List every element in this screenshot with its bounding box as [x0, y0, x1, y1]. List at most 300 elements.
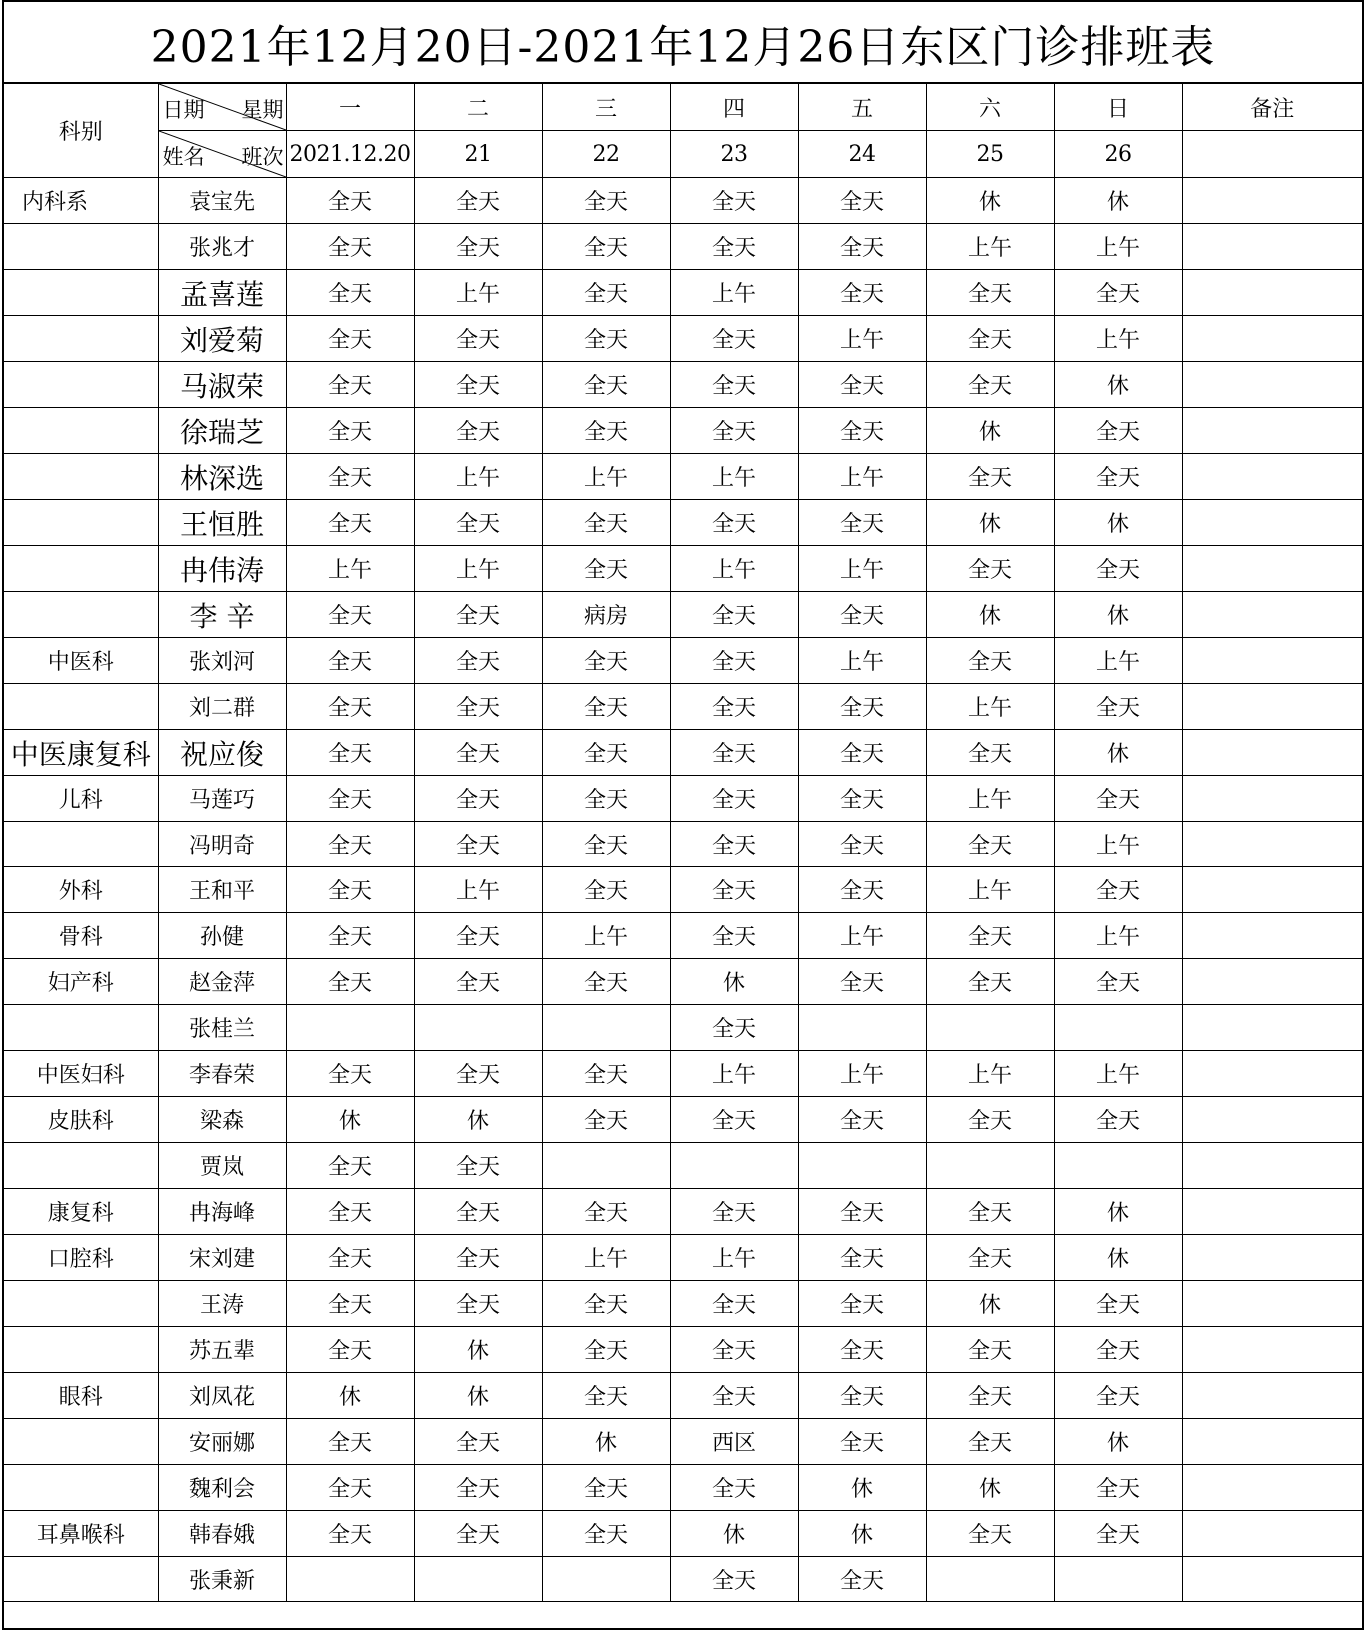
shift-cell: 休	[670, 1511, 798, 1557]
shift-cell: 上午	[286, 546, 414, 592]
shift-cell: 全天	[670, 638, 798, 684]
shift-cell: 全天	[798, 224, 926, 270]
shift-cell: 全天	[798, 270, 926, 316]
table-row	[4, 638, 1362, 684]
shift-cell: 全天	[414, 316, 542, 362]
page-title: 2021年12月20日-2021年12月26日东区门诊排班表	[4, 2, 1362, 84]
shift-cell: 全天	[670, 1327, 798, 1373]
shift-cell: 休	[1054, 730, 1182, 776]
shift-cell: 全天	[798, 1557, 926, 1602]
corner-date-label: 日期	[162, 98, 205, 122]
shift-cell: 上午	[414, 270, 542, 316]
shift-cell: 休	[286, 1097, 414, 1143]
shift-cell: 全天	[414, 500, 542, 546]
shift-cell: 上午	[1054, 1051, 1182, 1097]
shift-cell: 全天	[798, 1373, 926, 1419]
shift-cell: 全天	[798, 1281, 926, 1327]
remark-cell	[1182, 638, 1362, 684]
shift-cell: 上午	[798, 316, 926, 362]
shift-cell: 休	[926, 1281, 1054, 1327]
doctor-name-cell: 苏五辈	[158, 1327, 286, 1373]
shift-cell: 全天	[414, 224, 542, 270]
shift-cell: 全天	[286, 316, 414, 362]
date-header: 21	[414, 131, 542, 178]
shift-cell: 全天	[670, 316, 798, 362]
table-row	[4, 730, 1362, 776]
shift-cell: 全天	[926, 1419, 1054, 1465]
shift-cell: 全天	[414, 1511, 542, 1557]
shift-cell: 全天	[286, 1465, 414, 1511]
shift-cell: 全天	[798, 1419, 926, 1465]
remark-cell	[1182, 822, 1362, 867]
shift-cell: 全天	[926, 1511, 1054, 1557]
shift-cell	[414, 1005, 542, 1051]
shift-cell: 全天	[542, 959, 670, 1005]
shift-cell: 全天	[926, 270, 1054, 316]
shift-cell: 全天	[1054, 1511, 1182, 1557]
dept-cell	[4, 1465, 158, 1511]
doctor-name-cell: 王和平	[158, 867, 286, 913]
shift-cell: 全天	[670, 1189, 798, 1235]
remark-cell	[1182, 1511, 1362, 1557]
shift-cell: 上午	[1054, 638, 1182, 684]
schedule-sheet	[2, 0, 1364, 1630]
shift-cell: 全天	[670, 592, 798, 638]
dept-cell	[4, 592, 158, 638]
dept-cell	[4, 546, 158, 592]
shift-cell: 全天	[286, 1511, 414, 1557]
shift-cell: 全天	[542, 1511, 670, 1557]
shift-cell: 全天	[670, 408, 798, 454]
doctor-name-cell: 张桂兰	[158, 1005, 286, 1051]
shift-cell: 全天	[926, 959, 1054, 1005]
shift-cell: 全天	[926, 1235, 1054, 1281]
shift-cell: 全天	[798, 1327, 926, 1373]
shift-cell: 全天	[286, 913, 414, 959]
dept-cell	[4, 224, 158, 270]
shift-cell: 全天	[414, 408, 542, 454]
shift-cell: 休	[798, 1465, 926, 1511]
shift-cell: 上午	[670, 1235, 798, 1281]
shift-cell: 休	[286, 1373, 414, 1419]
doctor-name-cell: 魏利会	[158, 1465, 286, 1511]
shift-cell: 全天	[542, 316, 670, 362]
shift-cell: 全天	[286, 1143, 414, 1189]
remark-cell	[1182, 500, 1362, 546]
shift-cell: 全天	[926, 1097, 1054, 1143]
shift-cell: 全天	[798, 408, 926, 454]
dept-cell: 妇产科	[4, 959, 158, 1005]
remark-cell	[1182, 1557, 1362, 1602]
remark-cell	[1182, 776, 1362, 822]
shift-cell: 全天	[926, 1327, 1054, 1373]
shift-cell: 上午	[1054, 224, 1182, 270]
doctor-name-cell: 刘爱菊	[158, 316, 286, 362]
table-row	[4, 178, 1362, 224]
doctor-name-cell: 安丽娜	[158, 1419, 286, 1465]
shift-cell: 上午	[1054, 913, 1182, 959]
shift-cell: 全天	[542, 776, 670, 822]
doctor-name-cell: 林深选	[158, 454, 286, 500]
weekday-header: 六	[926, 84, 1054, 131]
shift-cell: 全天	[670, 1005, 798, 1051]
shift-cell: 全天	[798, 684, 926, 730]
shift-cell: 上午	[542, 1235, 670, 1281]
table-row	[4, 1327, 1362, 1373]
remark-cell	[1182, 1373, 1362, 1419]
shift-cell: 全天	[542, 638, 670, 684]
table-row	[4, 408, 1362, 454]
corner-week-label: 星期	[241, 98, 284, 122]
shift-cell	[926, 1557, 1054, 1602]
shift-cell: 全天	[414, 1281, 542, 1327]
shift-cell	[1054, 1557, 1182, 1602]
shift-cell: 全天	[670, 178, 798, 224]
table-row	[4, 776, 1362, 822]
doctor-name-cell: 宋刘建	[158, 1235, 286, 1281]
shift-cell: 上午	[670, 1051, 798, 1097]
shift-cell: 全天	[414, 592, 542, 638]
table-row	[4, 1005, 1362, 1051]
doctor-name-cell: 马淑荣	[158, 362, 286, 408]
remark-cell	[1182, 1097, 1362, 1143]
shift-cell: 休	[1054, 500, 1182, 546]
shift-cell: 全天	[286, 684, 414, 730]
table-row	[4, 1235, 1362, 1281]
dept-cell: 儿科	[4, 776, 158, 822]
dept-cell	[4, 822, 158, 867]
shift-cell: 上午	[798, 454, 926, 500]
doctor-name-cell: 刘二群	[158, 684, 286, 730]
shift-cell: 全天	[1054, 1373, 1182, 1419]
shift-cell: 全天	[926, 1189, 1054, 1235]
shift-cell: 全天	[1054, 959, 1182, 1005]
table-row	[4, 500, 1362, 546]
shift-cell: 上午	[542, 913, 670, 959]
shift-cell: 全天	[926, 316, 1054, 362]
shift-cell: 全天	[926, 454, 1054, 500]
shift-cell: 全天	[414, 959, 542, 1005]
shift-cell: 全天	[670, 500, 798, 546]
shift-cell: 全天	[670, 776, 798, 822]
shift-cell	[286, 1005, 414, 1051]
shift-cell: 上午	[1054, 316, 1182, 362]
shift-cell: 全天	[286, 178, 414, 224]
shift-cell: 上午	[926, 776, 1054, 822]
shift-cell	[670, 1143, 798, 1189]
table-row	[4, 959, 1362, 1005]
table-row	[4, 592, 1362, 638]
shift-cell: 全天	[798, 1189, 926, 1235]
shift-cell: 全天	[542, 1097, 670, 1143]
shift-cell: 上午	[414, 454, 542, 500]
dept-cell: 中医科	[4, 638, 158, 684]
shift-cell: 休	[414, 1327, 542, 1373]
dept-cell	[4, 1419, 158, 1465]
remark-cell	[1182, 1281, 1362, 1327]
shift-cell: 全天	[670, 730, 798, 776]
dept-cell	[4, 362, 158, 408]
shift-cell: 休	[1054, 1189, 1182, 1235]
shift-cell: 全天	[798, 592, 926, 638]
shift-cell: 上午	[798, 913, 926, 959]
remark-cell	[1182, 1235, 1362, 1281]
shift-cell: 全天	[286, 776, 414, 822]
dept-cell	[4, 270, 158, 316]
dept-cell: 皮肤科	[4, 1097, 158, 1143]
dept-cell: 康复科	[4, 1189, 158, 1235]
shift-cell: 全天	[1054, 270, 1182, 316]
shift-cell: 全天	[926, 730, 1054, 776]
shift-cell: 全天	[414, 1419, 542, 1465]
dept-cell: 口腔科	[4, 1235, 158, 1281]
shift-cell: 休	[414, 1097, 542, 1143]
doctor-name-cell: 王涛	[158, 1281, 286, 1327]
shift-cell: 全天	[798, 362, 926, 408]
shift-cell: 全天	[414, 913, 542, 959]
shift-cell: 全天	[286, 592, 414, 638]
remark-cell	[1182, 592, 1362, 638]
remark-cell	[1182, 1143, 1362, 1189]
shift-cell: 全天	[286, 1235, 414, 1281]
weekday-header: 日	[1054, 84, 1182, 131]
shift-cell: 全天	[286, 362, 414, 408]
shift-cell: 全天	[1054, 867, 1182, 913]
shift-cell: 全天	[670, 1097, 798, 1143]
table-row	[4, 362, 1362, 408]
table-row	[4, 1189, 1362, 1235]
shift-cell: 全天	[542, 1327, 670, 1373]
remark-cell	[1182, 270, 1362, 316]
shift-cell	[542, 1557, 670, 1602]
weekday-header: 三	[542, 84, 670, 131]
table-row	[4, 1373, 1362, 1419]
doctor-name-cell: 张兆才	[158, 224, 286, 270]
table-row	[4, 684, 1362, 730]
remark-cell	[1182, 1005, 1362, 1051]
table-row	[4, 913, 1362, 959]
shift-cell: 休	[542, 1419, 670, 1465]
shift-cell: 全天	[1054, 454, 1182, 500]
shift-cell: 全天	[670, 224, 798, 270]
shift-cell: 全天	[286, 224, 414, 270]
shift-cell: 上午	[414, 546, 542, 592]
doctor-name-cell: 徐瑞芝	[158, 408, 286, 454]
schedule-table	[4, 84, 1362, 1602]
dept-cell	[4, 316, 158, 362]
shift-cell: 全天	[286, 1281, 414, 1327]
doctor-name-cell: 李 辛	[158, 592, 286, 638]
table-row	[4, 316, 1362, 362]
doctor-name-cell: 刘凤花	[158, 1373, 286, 1419]
doctor-name-cell: 冯明奇	[158, 822, 286, 867]
shift-cell: 全天	[286, 270, 414, 316]
dept-cell	[4, 454, 158, 500]
shift-cell	[1054, 1005, 1182, 1051]
shift-cell: 全天	[542, 270, 670, 316]
table-row	[4, 822, 1362, 867]
doctor-name-cell: 张秉新	[158, 1557, 286, 1602]
date-header: 22	[542, 131, 670, 178]
dept-header: 科别	[4, 84, 158, 178]
table-row	[4, 1419, 1362, 1465]
table-row	[4, 1051, 1362, 1097]
date-header: 24	[798, 131, 926, 178]
shift-cell: 休	[670, 959, 798, 1005]
shift-cell: 全天	[926, 1373, 1054, 1419]
table-row	[4, 1465, 1362, 1511]
shift-cell: 上午	[798, 546, 926, 592]
remark-cell	[1182, 454, 1362, 500]
header-row-dates	[4, 131, 1362, 178]
doctor-name-cell: 孙健	[158, 913, 286, 959]
weekday-header: 五	[798, 84, 926, 131]
shift-cell: 全天	[286, 867, 414, 913]
table-row	[4, 1557, 1362, 1602]
remark-cell	[1182, 1465, 1362, 1511]
doctor-name-cell: 冉海峰	[158, 1189, 286, 1235]
dept-cell	[4, 500, 158, 546]
shift-cell	[798, 1143, 926, 1189]
shift-cell: 全天	[798, 730, 926, 776]
shift-cell: 全天	[286, 408, 414, 454]
date-header: 26	[1054, 131, 1182, 178]
remark-cell	[1182, 178, 1362, 224]
shift-cell: 全天	[670, 1557, 798, 1602]
table-row	[4, 546, 1362, 592]
weekday-header: 一	[286, 84, 414, 131]
remark-cell	[1182, 316, 1362, 362]
dept-cell: 中医康复科	[4, 730, 158, 776]
doctor-name-cell: 韩春娥	[158, 1511, 286, 1557]
dept-cell: 内科系	[4, 178, 158, 224]
shift-cell: 上午	[926, 1051, 1054, 1097]
doctor-name-cell: 张刘河	[158, 638, 286, 684]
table-row	[4, 454, 1362, 500]
shift-cell: 上午	[670, 546, 798, 592]
shift-cell: 上午	[414, 867, 542, 913]
corner-top	[158, 84, 286, 131]
table-row	[4, 1143, 1362, 1189]
weekday-header: 四	[670, 84, 798, 131]
shift-cell: 全天	[670, 913, 798, 959]
shift-cell: 全天	[286, 1051, 414, 1097]
shift-cell: 休	[1054, 592, 1182, 638]
shift-cell: 休	[1054, 178, 1182, 224]
remark-cell	[1182, 959, 1362, 1005]
shift-cell: 全天	[926, 546, 1054, 592]
shift-cell: 上午	[926, 684, 1054, 730]
shift-cell: 休	[926, 592, 1054, 638]
shift-cell: 全天	[1054, 1281, 1182, 1327]
shift-cell: 全天	[1054, 1327, 1182, 1373]
shift-cell	[926, 1005, 1054, 1051]
dept-cell: 骨科	[4, 913, 158, 959]
shift-cell: 全天	[286, 730, 414, 776]
shift-cell: 全天	[414, 730, 542, 776]
shift-cell: 全天	[798, 822, 926, 867]
dept-cell	[4, 684, 158, 730]
dept-cell	[4, 1281, 158, 1327]
dept-cell	[4, 1143, 158, 1189]
remark-header: 备注	[1182, 84, 1362, 131]
dept-cell	[4, 408, 158, 454]
date-header: 25	[926, 131, 1054, 178]
remark-cell	[1182, 867, 1362, 913]
shift-cell: 全天	[926, 362, 1054, 408]
remark-cell	[1182, 1189, 1362, 1235]
shift-cell: 全天	[670, 822, 798, 867]
remark-cell	[1182, 730, 1362, 776]
shift-cell: 上午	[926, 224, 1054, 270]
shift-cell: 全天	[1054, 1465, 1182, 1511]
shift-cell: 上午	[1054, 822, 1182, 867]
remark-cell	[1182, 1419, 1362, 1465]
header-row-weekdays	[4, 84, 1362, 131]
shift-cell: 全天	[542, 362, 670, 408]
shift-cell: 全天	[542, 1373, 670, 1419]
doctor-name-cell: 祝应俊	[158, 730, 286, 776]
shift-cell	[798, 1005, 926, 1051]
shift-cell: 全天	[670, 362, 798, 408]
shift-cell: 全天	[414, 776, 542, 822]
shift-cell: 全天	[926, 638, 1054, 684]
doctor-name-cell: 赵金萍	[158, 959, 286, 1005]
dept-cell	[4, 1557, 158, 1602]
shift-cell: 全天	[542, 500, 670, 546]
shift-cell: 病房	[542, 592, 670, 638]
shift-cell: 全天	[542, 1051, 670, 1097]
shift-cell: 全天	[414, 1143, 542, 1189]
shift-cell	[1054, 1143, 1182, 1189]
doctor-name-cell: 贾岚	[158, 1143, 286, 1189]
corner-name-label: 姓名	[162, 145, 205, 169]
shift-cell: 全天	[286, 1419, 414, 1465]
corner-shift-label: 班次	[241, 145, 284, 169]
shift-cell: 全天	[926, 913, 1054, 959]
shift-cell: 全天	[1054, 684, 1182, 730]
remark-cell	[1182, 131, 1362, 178]
shift-cell: 全天	[286, 500, 414, 546]
dept-cell	[4, 1327, 158, 1373]
table-row	[4, 1281, 1362, 1327]
shift-cell: 全天	[542, 730, 670, 776]
shift-cell: 全天	[414, 1465, 542, 1511]
shift-cell: 休	[798, 1511, 926, 1557]
shift-cell: 全天	[670, 684, 798, 730]
shift-cell: 全天	[798, 1235, 926, 1281]
shift-cell: 全天	[670, 867, 798, 913]
shift-cell: 休	[414, 1373, 542, 1419]
shift-cell: 全天	[542, 1189, 670, 1235]
remark-cell	[1182, 1051, 1362, 1097]
shift-cell	[542, 1005, 670, 1051]
shift-cell: 全天	[286, 822, 414, 867]
shift-cell: 全天	[798, 867, 926, 913]
doctor-name-cell: 袁宝先	[158, 178, 286, 224]
shift-cell: 休	[926, 500, 1054, 546]
shift-cell: 全天	[414, 362, 542, 408]
shift-cell: 全天	[414, 638, 542, 684]
table-row	[4, 867, 1362, 913]
shift-cell: 全天	[798, 1097, 926, 1143]
shift-cell: 休	[1054, 362, 1182, 408]
corner-bottom	[158, 131, 286, 178]
date-header: 2021.12.20	[286, 131, 414, 178]
shift-cell: 全天	[286, 454, 414, 500]
dept-cell	[4, 1005, 158, 1051]
doctor-name-cell: 马莲巧	[158, 776, 286, 822]
